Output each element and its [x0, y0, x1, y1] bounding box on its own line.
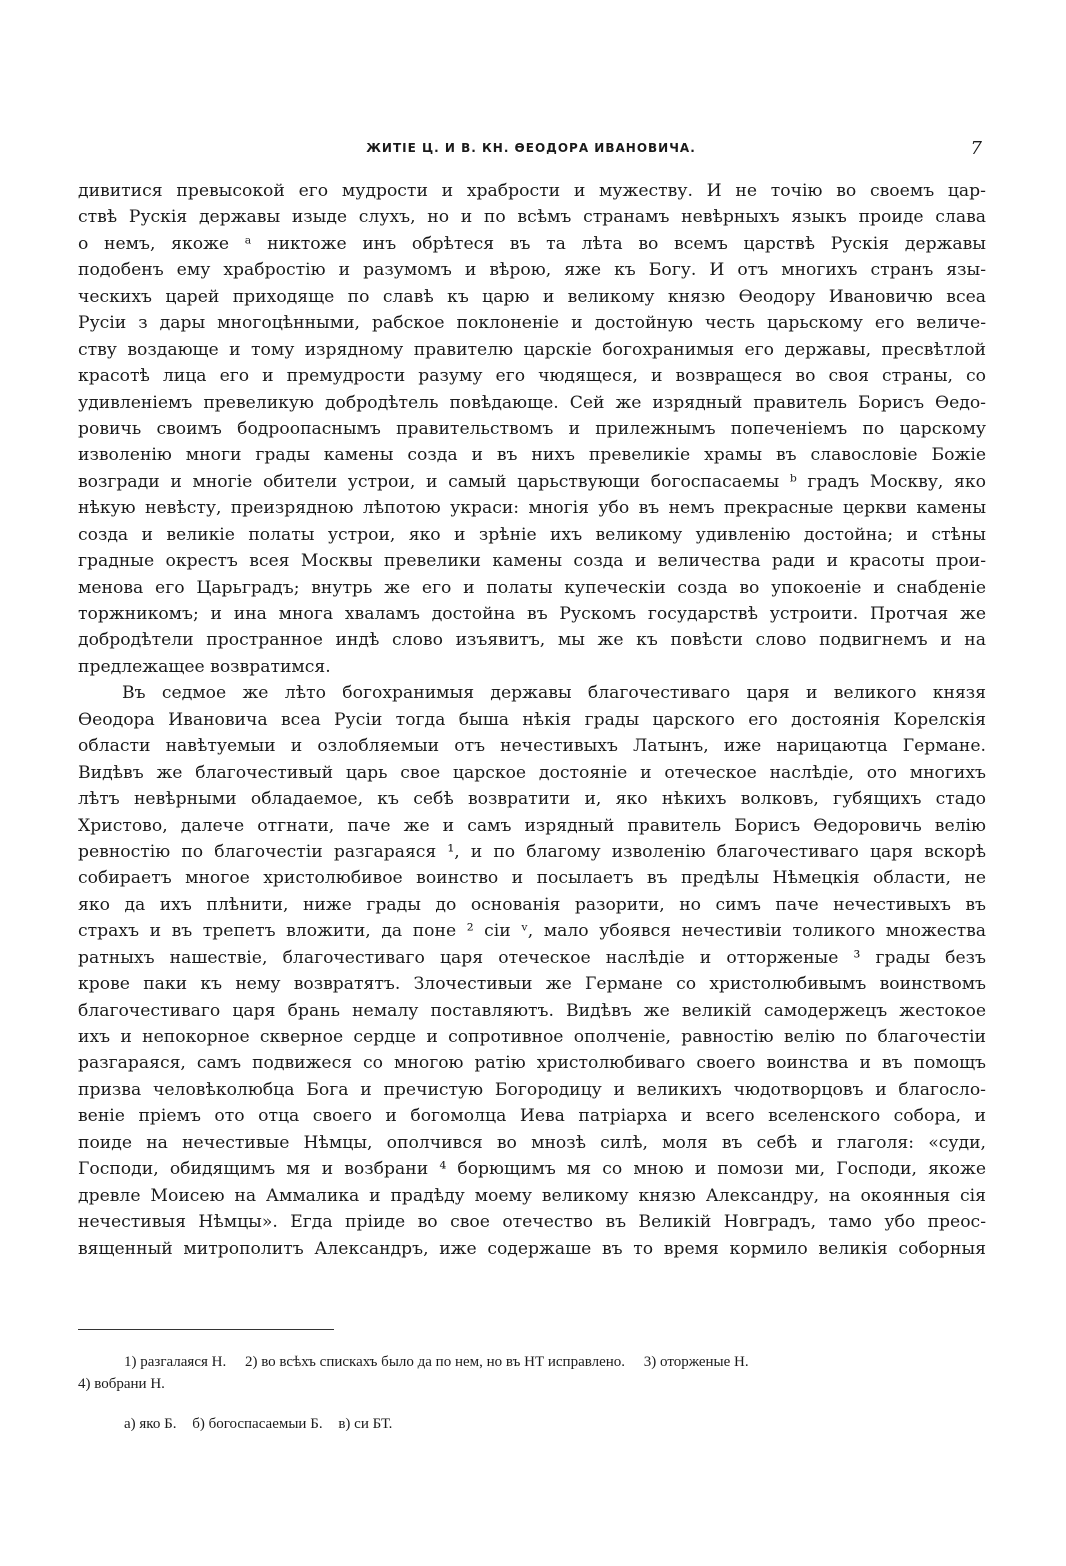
running-title: ЖИТІЕ Ц. И В. КН. ѲЕОДОРА ИВАНОВИЧА.: [366, 141, 696, 155]
text-line: торжникомъ; и ина многа хваламъ достойна въ Рускомъ государствѣ устроити. Протчая же: [78, 604, 986, 624]
text-line: Ѳеодора Ивановича всеа Русіи тогда быша нѣкія грады царского его достоянія Корелскія: [78, 709, 986, 730]
text-line: подобенъ ему храбростію и разумомъ и вѣрою, яже къ Богу. И отъ многихъ странъ язы-: [78, 260, 986, 281]
text-line: нечестивыя Нѣмцы». Егда пріиде во свое отечество въ Великій Новградъ, тамо убо преос-: [78, 1212, 986, 1233]
text-line: поиде на нечестивые Нѣмцы, ополчився во мнозѣ силѣ, моля въ себѣ и глаголя: «суди,: [78, 1132, 986, 1153]
text-line: градные окрестъ всея Москвы превелики камены созда и величества ради и красоты прои-: [78, 551, 986, 572]
text-line: менова его Царьградъ; внутрь же его и полаты купеческіи созда во упокоеніе и снабденіе: [78, 577, 986, 598]
footnote-line: [78, 1351, 986, 1373]
running-head: [78, 138, 984, 162]
footnotes: [78, 1351, 986, 1435]
text-line: вященный митрополитъ Александръ, иже содержаше въ то время кормило великія соборныя: [78, 1238, 986, 1259]
text-line: нѣкую невѣсту, преизрядною лѣпотою украси: многія убо въ немъ прекрасные церкви камены: [78, 498, 986, 519]
footnote-line: [78, 1373, 986, 1395]
text-line: ствѣ Рускія державы изыде слухъ, но и по всѣмъ странамъ невѣрныхъ языкъ проиде слава: [78, 207, 986, 228]
text-line: возгради и многіе обители устрои, и самый царьствующи богоспасаемы ᵇ градъ Москву, яко: [78, 471, 986, 492]
text-line: ревностію по благочестіи разгараяся ¹, и по благому изволенію благочестиваго царя вскорѣ: [78, 841, 986, 862]
text-line: добродѣтели пространное индѣ слово изъявитъ, мы же къ повѣсти слово подвигнемъ и на: [78, 630, 986, 651]
text-line: собираетъ многое христолюбивое воинство и посылаетъ въ предѣлы Нѣмецкія области, не: [78, 868, 986, 889]
text-line: страхъ и въ трепетъ вложити, да поне ² сіи ᵛ, мало убоявся нечестивіи толикого множества: [78, 921, 986, 942]
text-line: Видѣвъ же благочестивый царь свое царское достояніе и отеческое наслѣдіе, ото многихъ: [78, 762, 986, 783]
text-line: веніе пріемъ ото отца своего и богомолца Иева патріарха и всего вселенского собора, и: [78, 1106, 986, 1127]
text-line: разгараяся, самъ подвижеся со многою ратію христолюбиваго своего воинства и въ помощъ: [78, 1053, 986, 1074]
footnote-a: а) яко Б.: [124, 1416, 177, 1432]
text-line: призва человѣколюбца Бога и пречистую Богородицу и великихъ чюдотворцовъ и благосло-: [78, 1079, 986, 1100]
main-text: [78, 178, 986, 1262]
page-number: 7: [970, 138, 982, 159]
footnote-1: 1) разгалаяся Н.: [124, 1354, 227, 1370]
footnote-3: 3) оторженые Н.: [643, 1354, 749, 1370]
footnote-line: [78, 1413, 986, 1435]
text-line: лѣтъ невѣрными обладаемое, къ себѣ возвратити и, яко нѣкихъ волковъ, губящихъ стадо: [78, 789, 986, 810]
footnote-b: б) богоспасаемыи Б.: [192, 1416, 323, 1432]
footnote-divider: [78, 1329, 334, 1330]
text-line: яко да ихъ плѣнити, ниже грады до основанія разорити, но симъ паче нечестивыхъ въ: [78, 894, 986, 915]
footnote-c: в) си БТ.: [338, 1416, 393, 1432]
text-line: красотѣ лица его и премудрости разуму его чюдящеся, и возвращеся во своя страны, со: [78, 366, 986, 387]
text-line: созда и великіе полаты устрои, яко и зрѣніе ихъ великому удивленію достойна; и стѣны: [78, 524, 986, 545]
text-line: изволенію многи грады камены созда и въ нихъ превеликіе храмы въ славословіе Божіе: [78, 445, 986, 466]
text-line: ихъ и непокорное скверное сердце и сопротивное ополченіе, равностію велію по благочестіи: [78, 1027, 986, 1047]
text-line: о немъ, якоже ᵃ никтоже инъ обрѣтеся въ та лѣта во всемъ царствѣ Рускія державы: [78, 233, 986, 254]
text-line: Господи, обидящимъ мя и возбрани ⁴ борющимъ мя со мною и помози ми, Господи, якоже: [78, 1159, 986, 1180]
footnote-4: 4) вобрани Н.: [78, 1376, 165, 1392]
text-line: ратныхъ нашествіе, благочестиваго царя отеческое наслѣдіе и отторженые ³ грады безъ: [78, 947, 986, 968]
text-line: дивитися превысокой его мудрости и храбрости и мужеству. И не точію во своемъ цар-: [78, 181, 986, 201]
text-line: Въ седмое же лѣто богохранимыя державы благочестиваго царя и великого князя: [122, 683, 986, 704]
footnote-2: 2) во всѣхъ спискахъ было да по нем, но въ НТ исправлено.: [244, 1354, 626, 1370]
text-line: ровичь своимъ бодроопаснымъ правительствомъ и прилежнымъ попеченіемъ по царскому: [78, 418, 986, 439]
text-line: Русіи з дары многоцѣнными, рабское поклоненіе и достойную честь царьскому его величе-: [78, 313, 986, 334]
text-line: ческихъ царей приходяще по славѣ къ царю и великому князю Ѳеодору Ивановичю всеа: [78, 286, 986, 307]
text-line: крове паки къ нему возвратятъ. Злочестивыи же Германе со христолюбивымъ воинствомъ: [78, 974, 986, 995]
text-line: удивленіемъ превеликую добродѣтель повѣдающе. Сей же изрядный правитель Борисъ Ѳедо-: [78, 392, 986, 413]
text-line: области навѣтуемыи и озлобляемыи отъ нечестивыхъ Латынъ, иже нарицаютца Германе.: [78, 736, 986, 757]
text-line: предлежащее возвратимся.: [78, 656, 331, 677]
text-line: ству воздающе и тому изрядному правителю царскіе богохранимыя его державы, пресвѣтлой: [78, 339, 986, 360]
text-line: благочестиваго царя брань немалу поставляютъ. Видѣвъ же великій самодержецъ жестокое: [78, 1000, 986, 1021]
text-line: Христово, далече отгнати, паче же и самъ изрядный правитель Борисъ Ѳедоровичь велію: [78, 815, 986, 836]
text-line: древле Моисею на Аммалика и прадѣду моему великому князю Александру, на окоянныя сія: [78, 1185, 986, 1206]
